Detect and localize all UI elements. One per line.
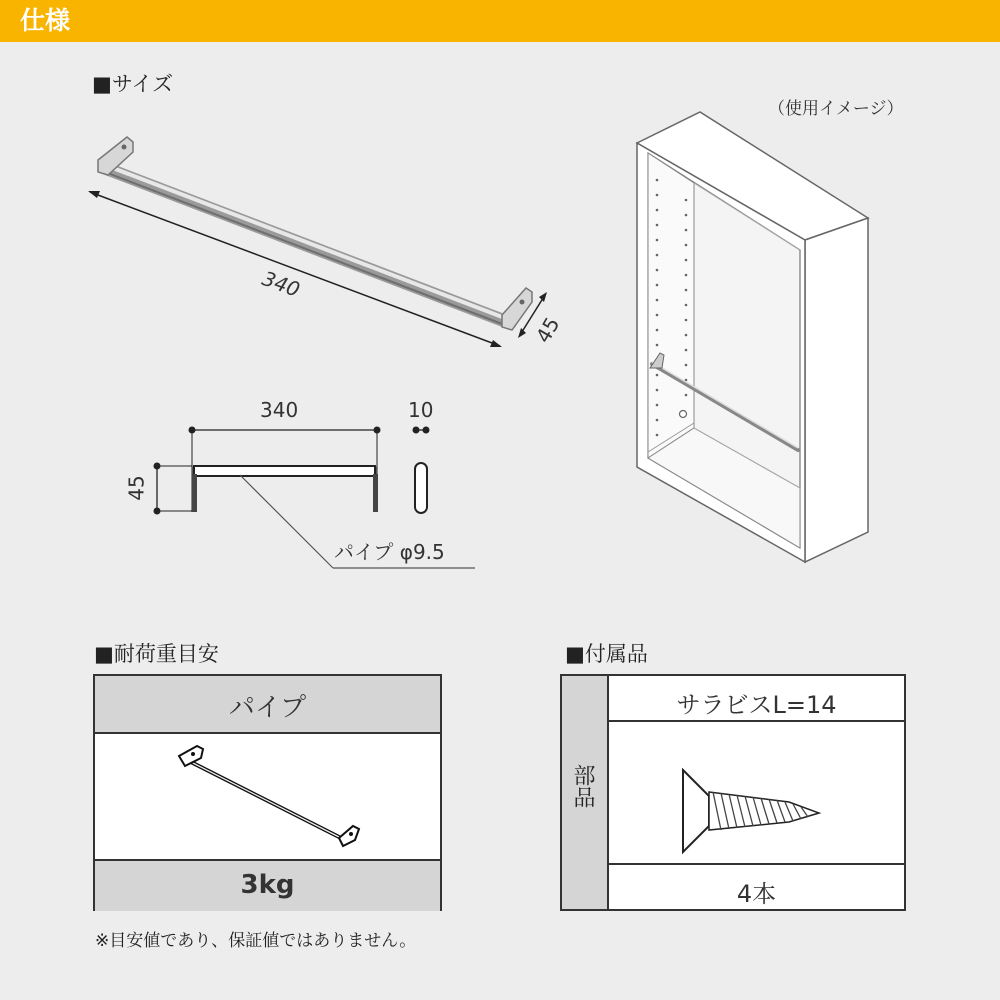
front-width-label: 340 xyxy=(260,398,299,422)
side-width-label: 10 xyxy=(408,398,434,422)
perspective-length-label: 340 xyxy=(259,266,304,302)
front-height-label: 45 xyxy=(124,475,149,501)
accessory-quantity-cell xyxy=(609,863,904,911)
pipe-diameter-label: パイプ φ9.5 xyxy=(334,540,445,564)
pipe-icon xyxy=(95,734,440,864)
accessory-section-title: ■付属品 xyxy=(565,642,648,666)
load-table-value-row xyxy=(95,859,440,911)
load-table-header xyxy=(95,676,440,734)
load-value: 3kg xyxy=(240,870,295,900)
screw-icon xyxy=(609,722,904,862)
accessory-row-label-cell xyxy=(562,676,609,909)
size-section-title: ■サイズ xyxy=(92,72,174,96)
load-note: ※目安値であり、保証値ではありません。 xyxy=(95,931,417,951)
accessory-item-name: サラビスL=14 xyxy=(676,691,837,719)
accessory-table xyxy=(560,674,906,911)
usage-image-caption: （使用イメージ） xyxy=(768,99,904,119)
load-table xyxy=(93,674,442,911)
accessory-name-cell xyxy=(609,676,904,722)
perspective-depth-label: 45 xyxy=(530,312,565,348)
accessory-quantity: 4本 xyxy=(736,880,777,908)
load-section-title: ■耐荷重目安 xyxy=(94,642,219,666)
load-table-header-label: パイプ xyxy=(228,693,307,723)
page-title: 仕様 xyxy=(20,6,71,35)
accessory-row-label: 部品 xyxy=(570,764,595,808)
